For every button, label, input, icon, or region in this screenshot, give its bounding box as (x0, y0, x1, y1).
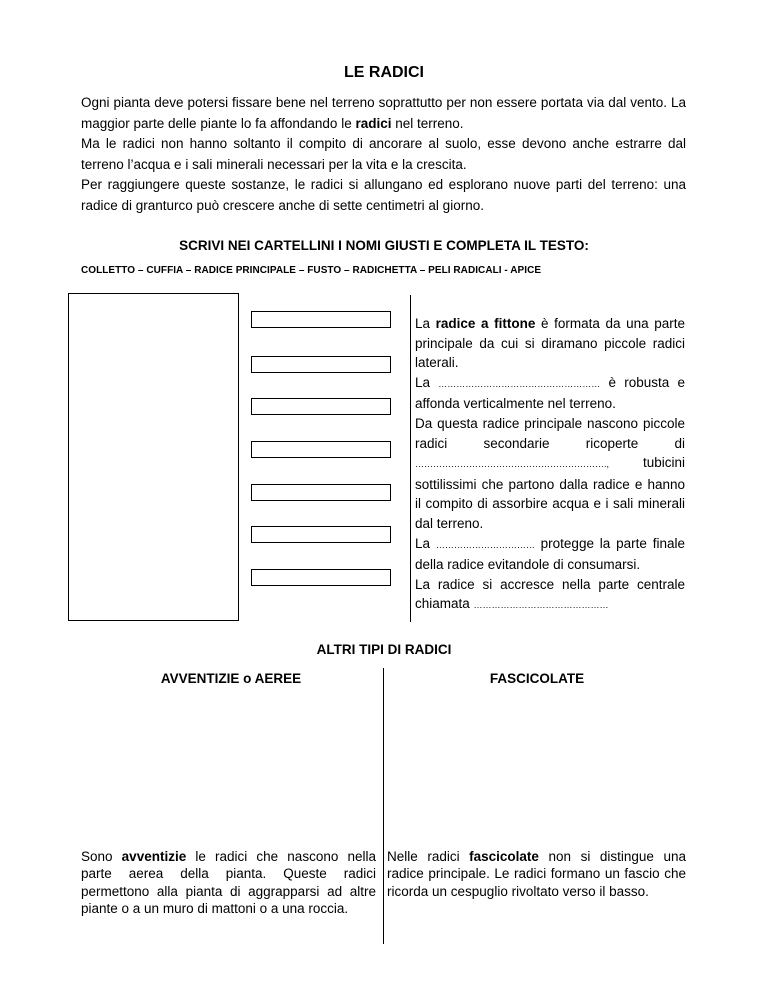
intro-paragraph-2: Ma le radici non hanno soltanto il compito di ancorare al suolo, esse devono anche estrarre dal terreno l’acqua e i sali minerali necessari per la vita e la crescita. (81, 136, 686, 172)
adventitious-paragraph (81, 848, 376, 918)
desc-sentence-2 (415, 373, 685, 414)
page-title: LE RADICI (344, 64, 424, 81)
intro-paragraph-1 (81, 93, 686, 134)
other-types-heading: ALTRI TIPI DI RADICI (316, 642, 452, 657)
intro-paragraph-3: Per raggiungere queste sostanze, le radici si allungano ed esplorano nuove parti del terreno: una radice di granturco può crescere anche di sette centimetri al giorno. (81, 177, 686, 213)
adventitious-heading: AVVENTIZIE o AEREE (160, 671, 302, 686)
label-box-4[interactable] (251, 441, 391, 458)
s1-bold: radice a fittone (435, 316, 536, 331)
desc-sentence-3 (415, 414, 685, 534)
blank-fill-2[interactable]: ………………………………………………………., (415, 459, 610, 470)
desc-sentence-1 (415, 314, 685, 373)
right-pre: Nelle radici (387, 849, 470, 864)
left-bold: avventizie (121, 849, 187, 864)
s1-pre: La (415, 316, 436, 331)
right-bold: fascicolate (469, 849, 539, 864)
plant-drawing-frame (68, 293, 239, 621)
s5-pre: La radice si accresce nella parte centrale chiamata (415, 576, 685, 612)
desc-sentence-4 (415, 534, 685, 575)
label-box-7[interactable] (251, 569, 391, 586)
adventitious-text (81, 848, 376, 918)
intro-text (81, 93, 686, 216)
s4-post: protegge la parte finale della radice evitandole di consumarsi. (415, 535, 685, 573)
desc-sentence-5 (415, 575, 685, 616)
blank-fill-3[interactable]: …………………………… (435, 539, 535, 550)
blank-fill-4[interactable]: ……………………………………… (473, 600, 609, 611)
right-post: non si distingue una radice principale. Le radici formano un fascio che ricorda un cespuglio rivoltato verso il basso. (387, 849, 686, 899)
label-box-1[interactable] (251, 311, 391, 328)
label-box-3[interactable] (251, 398, 391, 415)
task-heading: SCRIVI NEI CARTELLINI I NOMI GIUSTI E COMPLETA IL TESTO: (179, 238, 589, 253)
fibrous-text (387, 848, 686, 900)
word-bank: COLLETTO – CUFFIA – RADICE PRINCIPALE – FUSTO – RADICHETTA – PELI RADICALI - APICE (81, 265, 542, 276)
intro-p1-end: nel terreno. (391, 115, 464, 131)
fibrous-paragraph (387, 848, 686, 900)
s3-post: tubicini sottilissimi che partono dalla radice e hanno il compito di assorbire acqua e i sali minerali dal terreno. (415, 455, 685, 531)
column-divider (383, 668, 384, 944)
s3-pre: Da questa radice principale nascono piccole radici secondarie ricoperte di (415, 415, 685, 451)
s2-pre: La (415, 374, 439, 390)
left-pre: Sono (81, 849, 122, 864)
left-post: le radici che nascono nella parte aerea della pianta. Queste radici permettono alla pianta di aggrapparsi ad altre piante o a un muro di mattoni o a una roccia. (81, 849, 376, 917)
s4-pre: La (415, 535, 436, 551)
fibrous-heading: FASCICOLATE (489, 671, 585, 686)
vertical-divider (410, 295, 411, 622)
label-box-2[interactable] (251, 356, 391, 373)
intro-p1-start: Ogni pianta deve potersi fissare bene nel terreno soprattutto per non essere portata via dal vento. La maggior parte delle piante lo fa affondando le (81, 95, 686, 131)
label-box-5[interactable] (251, 484, 391, 501)
s2-post: è robusta e affonda verticalmente nel terreno. (415, 374, 685, 412)
label-box-6[interactable] (251, 526, 391, 543)
s1-post: è formata da una parte principale da cui si diramano piccole radici laterali. (415, 316, 685, 371)
root-description (415, 314, 685, 616)
intro-p1-bold: radici (355, 115, 392, 131)
blank-fill-1[interactable]: ……………………………………………… (438, 378, 601, 389)
